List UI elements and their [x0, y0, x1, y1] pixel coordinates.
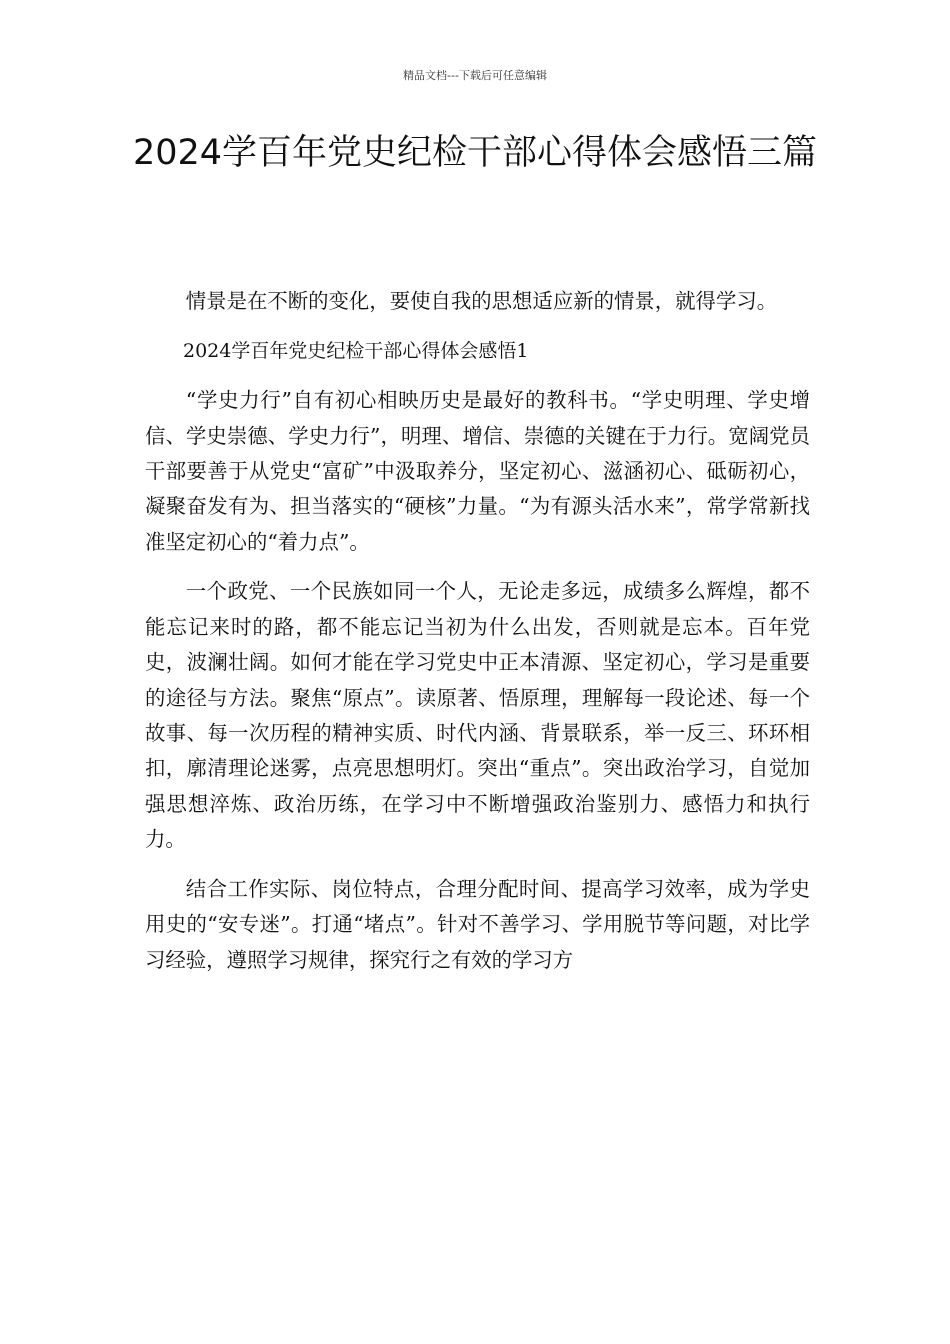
document-body	[145, 284, 810, 992]
section-heading: 2024学百年党史纪检干部心得体会感悟1	[183, 339, 529, 362]
header-note: 精品文档---下载后可任意编辑	[403, 69, 547, 82]
body-paragraph: 结合工作实际、岗位特点，合理分配时间、提高学习效率，成为学史用史的“安专迷”。打通“堵点”。针对不善学习、学用脱节等问题，对比学习经验，遵照学习规律，探究行之有效的学习方	[145, 876, 810, 972]
body-paragraph: “学史力行”自有初心相映历史是最好的教科书。“学史明理、学史增信、学史崇德、学史力行”，明理、增信、崇德的关键在于力行。宽阔党员干部要善于从党史“富矿”中汲取养分，坚定初心、滋涵初心、砥砺初心，凝聚奋发有为、担当落实的“硬核”力量。“为有源头活水来”，常学常新找准坚定初心的“着力点”。	[145, 388, 810, 554]
intro-paragraph: 情景是在不断的变化，要使自我的思想适应新的情景，就得学习。	[185, 289, 778, 313]
document-title: 2024学百年党史纪检干部心得体会感悟三篇	[132, 133, 818, 173]
body-paragraph: 一个政党、一个民族如同一个人，无论走多远，成绩多么辉煌，都不能忘记来时的路，都不能忘记当初为什么出发，否则就是忘本。百年党史，波澜壮阔。如何才能在学习党史中正本清源、坚定初心，学习是重要的途径与方法。聚焦“原点”。读原著、悟原理，理解每一段论述、每一个故事、每一次历程的精神实质、时代内涵、背景联系，举一反三、环环相扣，廓清理论迷雾，点亮思想明灯。突出“重点”。突出政治学习，自觉加强思想淬炼、政治历练，在学习中不断增强政治鉴别力、感悟力和执行力。	[145, 579, 810, 852]
